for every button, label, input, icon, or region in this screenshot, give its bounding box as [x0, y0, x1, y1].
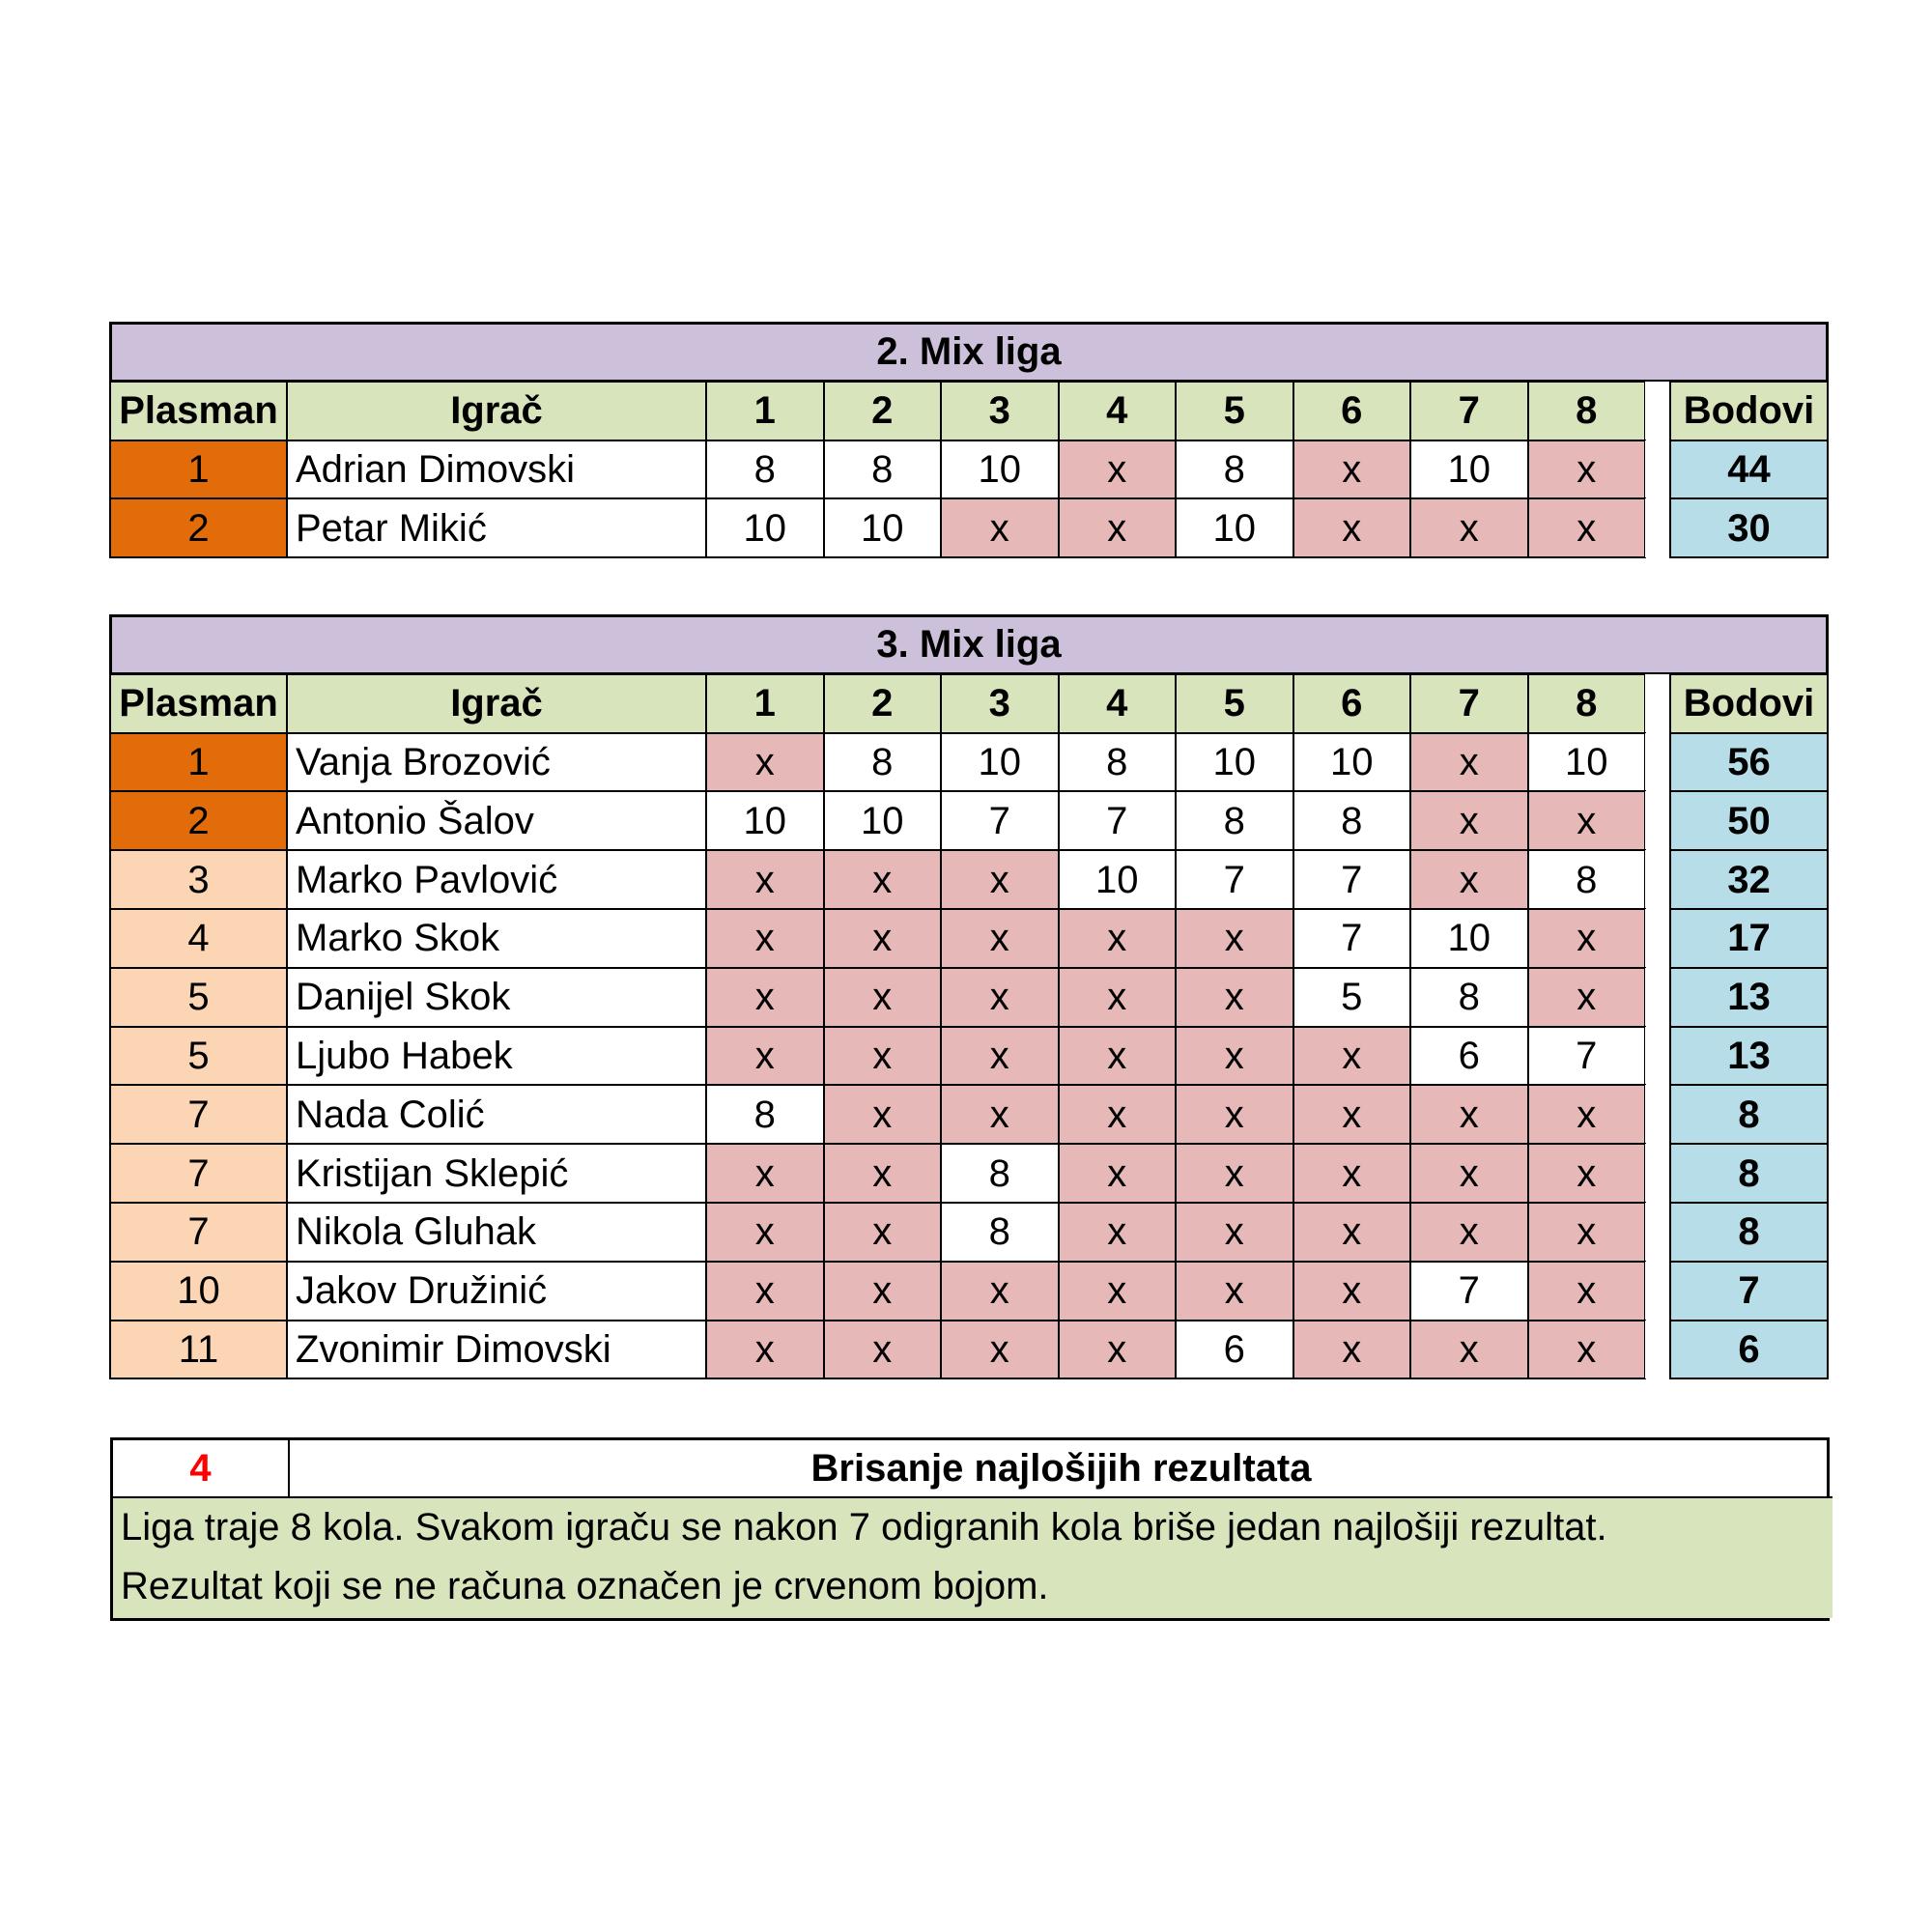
- header-round-5: 5: [1175, 381, 1294, 441]
- result-cell: x: [1058, 1143, 1178, 1204]
- result-cell: 10: [1175, 732, 1294, 793]
- points-cell: 8: [1669, 1202, 1829, 1263]
- result-cell: 10: [1175, 497, 1294, 558]
- place-cell: 7: [109, 1143, 288, 1204]
- header-round-3: 3: [940, 673, 1060, 734]
- column-gap: [1645, 968, 1670, 1027]
- result-cell: x: [1058, 1084, 1178, 1145]
- result-cell: x: [823, 908, 943, 969]
- note-line-1: Liga traje 8 kola. Svakom igraču se nakon 7 odigranih kola briše jedan najlošiji rezultat.: [121, 1506, 1607, 1548]
- result-cell: x: [705, 1320, 825, 1380]
- points-cell: 56: [1669, 732, 1829, 793]
- result-cell: x: [1527, 497, 1647, 558]
- result-cell: x: [940, 1261, 1060, 1321]
- rules-note: [110, 1437, 1830, 1621]
- header-round-5: 5: [1175, 673, 1294, 734]
- result-cell: x: [1409, 849, 1529, 910]
- place-cell: 7: [109, 1084, 288, 1145]
- place-cell: 4: [109, 908, 288, 969]
- result-cell: x: [705, 967, 825, 1028]
- result-cell: x: [1527, 1143, 1647, 1204]
- result-cell: x: [1293, 1202, 1412, 1263]
- header-round-6: 6: [1293, 381, 1412, 441]
- points-cell: 6: [1669, 1320, 1829, 1380]
- column-gap: [1645, 382, 1670, 440]
- result-cell: 10: [940, 440, 1060, 500]
- column-gap: [1645, 1027, 1670, 1086]
- result-cell: 10: [705, 497, 825, 558]
- result-cell: x: [1527, 790, 1647, 851]
- column-gap: [1645, 1321, 1670, 1379]
- player-name: Antonio Šalov: [286, 790, 707, 851]
- player-name: Jakov Družinić: [286, 1261, 707, 1321]
- result-cell: x: [1058, 967, 1178, 1028]
- result-cell: x: [823, 1084, 943, 1145]
- result-cell: x: [1175, 967, 1294, 1028]
- player-name: Ljubo Habek: [286, 1026, 707, 1087]
- result-cell: x: [940, 849, 1060, 910]
- points-cell: 13: [1669, 967, 1829, 1028]
- result-cell: x: [705, 1261, 825, 1321]
- header-round-2: 2: [823, 381, 943, 441]
- result-cell: 8: [823, 440, 943, 500]
- header-round-1: 1: [705, 673, 825, 734]
- result-cell: x: [1409, 732, 1529, 793]
- result-cell: x: [823, 1320, 943, 1380]
- header-round-8: 8: [1527, 381, 1647, 441]
- place-cell: 1: [109, 440, 288, 500]
- points-cell: 13: [1669, 1026, 1829, 1087]
- header-round-1: 1: [705, 381, 825, 441]
- result-cell: 7: [1175, 849, 1294, 910]
- points-cell: 7: [1669, 1261, 1829, 1321]
- player-name: Marko Pavlović: [286, 849, 707, 910]
- result-cell: 10: [1293, 732, 1412, 793]
- result-cell: x: [1175, 1084, 1294, 1145]
- result-cell: x: [823, 967, 943, 1028]
- result-cell: x: [1058, 440, 1178, 500]
- result-cell: x: [1175, 1143, 1294, 1204]
- points-cell: 44: [1669, 440, 1829, 500]
- result-cell: x: [1293, 1320, 1412, 1380]
- header-igrac: Igrač: [286, 673, 707, 734]
- result-cell: x: [1293, 1084, 1412, 1145]
- result-cell: 7: [940, 790, 1060, 851]
- result-cell: 10: [1409, 440, 1529, 500]
- result-cell: x: [940, 1320, 1060, 1380]
- place-cell: 2: [109, 497, 288, 558]
- result-cell: 8: [705, 1084, 825, 1145]
- result-cell: x: [1175, 908, 1294, 969]
- result-cell: 8: [1058, 732, 1178, 793]
- points-cell: 8: [1669, 1084, 1829, 1145]
- points-cell: 17: [1669, 908, 1829, 969]
- header-round-4: 4: [1058, 673, 1178, 734]
- result-cell: 10: [1409, 908, 1529, 969]
- result-cell: 10: [705, 790, 825, 851]
- column-gap: [1645, 909, 1670, 968]
- result-cell: x: [1058, 1026, 1178, 1087]
- player-name: Nada Colić: [286, 1084, 707, 1145]
- result-cell: x: [940, 497, 1060, 558]
- result-cell: 8: [940, 1143, 1060, 1204]
- result-cell: x: [823, 849, 943, 910]
- result-cell: x: [705, 908, 825, 969]
- points-cell: 8: [1669, 1143, 1829, 1204]
- result-cell: x: [940, 967, 1060, 1028]
- place-cell: 1: [109, 732, 288, 793]
- result-cell: 10: [1527, 732, 1647, 793]
- result-cell: 7: [1409, 1261, 1529, 1321]
- result-cell: x: [823, 1143, 943, 1204]
- column-gap: [1645, 1262, 1670, 1321]
- result-cell: x: [705, 732, 825, 793]
- league-title: 2. Mix liga: [109, 322, 1829, 383]
- league-table-3-mix-liga: [110, 615, 1830, 1378]
- column-gap: [1645, 674, 1670, 733]
- header-bodovi: Bodovi: [1669, 381, 1829, 441]
- place-cell: 11: [109, 1320, 288, 1380]
- league-table-2-mix-liga: [110, 323, 1830, 557]
- column-gap: [1645, 498, 1670, 557]
- result-cell: 7: [1293, 908, 1412, 969]
- result-cell: 8: [1175, 790, 1294, 851]
- player-name: Zvonimir Dimovski: [286, 1320, 707, 1380]
- place-cell: 10: [109, 1261, 288, 1321]
- result-cell: 7: [1527, 1026, 1647, 1087]
- column-gap: [1645, 1085, 1670, 1144]
- header-round-3: 3: [940, 381, 1060, 441]
- result-cell: 7: [1293, 849, 1412, 910]
- result-cell: x: [705, 1202, 825, 1263]
- column-gap: [1645, 733, 1670, 792]
- result-cell: x: [1058, 1320, 1178, 1380]
- result-cell: 8: [940, 1202, 1060, 1263]
- player-name: Marko Skok: [286, 908, 707, 969]
- result-cell: x: [1409, 497, 1529, 558]
- league-title: 3. Mix liga: [109, 614, 1829, 675]
- result-cell: x: [1527, 1320, 1647, 1380]
- result-cell: x: [1527, 1261, 1647, 1321]
- result-cell: x: [1293, 1143, 1412, 1204]
- result-cell: 8: [823, 732, 943, 793]
- result-cell: x: [823, 1026, 943, 1087]
- header-round-4: 4: [1058, 381, 1178, 441]
- column-gap: [1645, 791, 1670, 850]
- result-cell: x: [823, 1202, 943, 1263]
- result-cell: x: [705, 849, 825, 910]
- result-cell: 8: [705, 440, 825, 500]
- result-cell: x: [1409, 1143, 1529, 1204]
- player-name: Danijel Skok: [286, 967, 707, 1028]
- player-name: Vanja Brozović: [286, 732, 707, 793]
- header-plasman: Plasman: [109, 381, 288, 441]
- header-round-7: 7: [1409, 673, 1529, 734]
- player-name: Kristijan Sklepić: [286, 1143, 707, 1204]
- result-cell: 10: [823, 497, 943, 558]
- result-cell: 8: [1293, 790, 1412, 851]
- points-cell: 50: [1669, 790, 1829, 851]
- result-cell: 6: [1175, 1320, 1294, 1380]
- player-name: Nikola Gluhak: [286, 1202, 707, 1263]
- result-cell: 10: [1058, 849, 1178, 910]
- result-cell: x: [1293, 497, 1412, 558]
- result-cell: x: [1058, 1202, 1178, 1263]
- result-cell: 8: [1175, 440, 1294, 500]
- result-cell: 8: [1527, 849, 1647, 910]
- points-cell: 32: [1669, 849, 1829, 910]
- header-round-6: 6: [1293, 673, 1412, 734]
- place-cell: 5: [109, 1026, 288, 1087]
- column-gap: [1645, 440, 1670, 499]
- column-gap: [1645, 1203, 1670, 1262]
- note-title: Brisanje najlošijih rezultata: [290, 1440, 1833, 1498]
- player-name: Adrian Dimovski: [286, 440, 707, 500]
- result-cell: 10: [823, 790, 943, 851]
- result-cell: x: [1527, 967, 1647, 1028]
- result-cell: 7: [1058, 790, 1178, 851]
- result-cell: x: [1527, 1202, 1647, 1263]
- result-cell: 10: [940, 732, 1060, 793]
- place-cell: 2: [109, 790, 288, 851]
- header-plasman: Plasman: [109, 673, 288, 734]
- result-cell: x: [823, 1261, 943, 1321]
- note-number: 4: [113, 1440, 290, 1498]
- result-cell: x: [1175, 1026, 1294, 1087]
- note-text: [113, 1498, 1833, 1618]
- player-name: Petar Mikić: [286, 497, 707, 558]
- result-cell: x: [1409, 1202, 1529, 1263]
- result-cell: x: [940, 908, 1060, 969]
- result-cell: x: [1293, 1026, 1412, 1087]
- result-cell: x: [1527, 1084, 1647, 1145]
- result-cell: 5: [1293, 967, 1412, 1028]
- note-line-2: Rezultat koji se ne računa označen je crvenom bojom.: [121, 1565, 1049, 1607]
- points-cell: 30: [1669, 497, 1829, 558]
- result-cell: x: [940, 1026, 1060, 1087]
- result-cell: x: [705, 1026, 825, 1087]
- result-cell: 8: [1409, 967, 1529, 1028]
- result-cell: x: [1409, 1084, 1529, 1145]
- result-cell: x: [1527, 908, 1647, 969]
- result-cell: 6: [1409, 1026, 1529, 1087]
- result-cell: x: [1058, 497, 1178, 558]
- result-cell: x: [1058, 1261, 1178, 1321]
- column-gap: [1645, 1144, 1670, 1203]
- header-round-2: 2: [823, 673, 943, 734]
- result-cell: x: [1409, 1320, 1529, 1380]
- header-igrac: Igrač: [286, 381, 707, 441]
- result-cell: x: [705, 1143, 825, 1204]
- place-cell: 3: [109, 849, 288, 910]
- result-cell: x: [1293, 1261, 1412, 1321]
- place-cell: 7: [109, 1202, 288, 1263]
- header-bodovi: Bodovi: [1669, 673, 1829, 734]
- header-round-7: 7: [1409, 381, 1529, 441]
- header-round-8: 8: [1527, 673, 1647, 734]
- place-cell: 5: [109, 967, 288, 1028]
- result-cell: x: [1175, 1261, 1294, 1321]
- result-cell: x: [1293, 440, 1412, 500]
- result-cell: x: [1058, 908, 1178, 969]
- result-cell: x: [940, 1084, 1060, 1145]
- result-cell: x: [1527, 440, 1647, 500]
- column-gap: [1645, 850, 1670, 909]
- result-cell: x: [1175, 1202, 1294, 1263]
- result-cell: x: [1409, 790, 1529, 851]
